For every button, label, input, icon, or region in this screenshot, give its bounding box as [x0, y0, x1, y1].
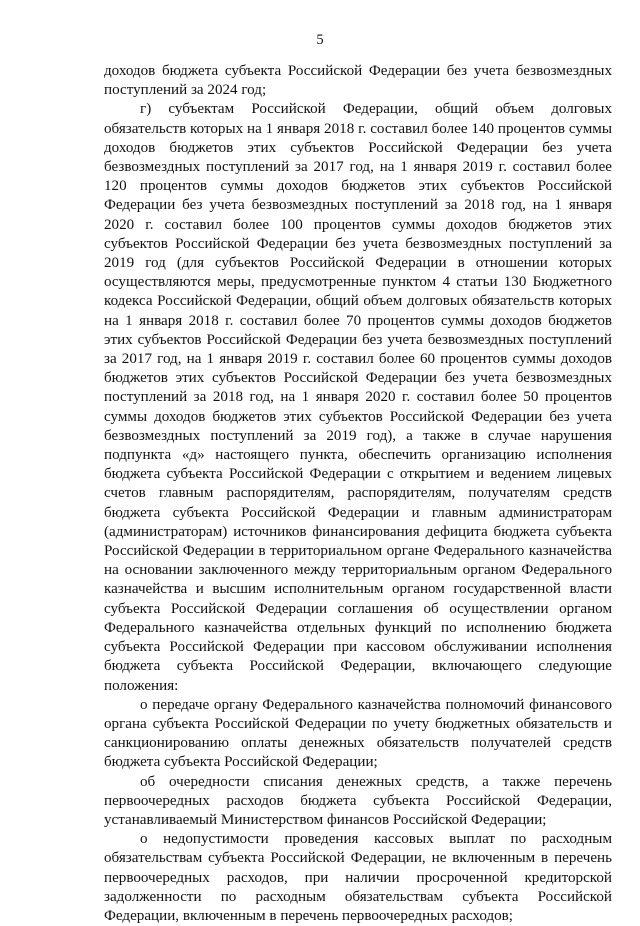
- paragraph-item-g: г) субъектам Российской Федерации, общий объем долговых обязательств которых на 1 января 2018 г. составил более 140 процентов суммы доходов бюджетов этих субъектов Российской Федерации без учета безвозмездных поступлений за 2017 год, на 1 января 2019 г. составил более 120 процентов суммы доходов бюджетов этих субъектов Российской Федерации без учета безвозмездных поступлений за 2018 год, на 1 января 2020 г. составил более 100 процентов суммы доходов бюджетов этих субъектов Российской Федерации без учета безвозмездных поступлений за 2019 год (для субъектов Российской Федерации в отношении которых осуществляются меры, предусмотренные пунктом 4 статьи 130 Бюджетного кодекса Российской Федерации, общий объем долговых обязательств которых на 1 января 2018 г. составил более 70 процентов суммы доходов бюджетов этих субъектов Российской Федерации без учета безвозмездных поступлений за 2017 год, на 1 января 2019 г. составил более 60 процентов суммы доходов бюджетов этих субъектов Российской Федерации без учета безвозмездных поступлений за 2018 год, на 1 января 2020 г. составил более 50 процентов суммы доходов бюджетов этих субъектов Российской Федерации без учета безвозмездных поступлений за 2019 год), а также в случае нарушения подпункта «д» настоящего пункта, обеспечить организацию исполнения бюджета субъекта Российской Федерации с открытием и ведением лицевых счетов главным распорядителям, распорядителям, получателям средств бюджета субъекта Российской Федерации и главным администраторам (администраторам) источников финансирования дефицита бюджета субъекта Российской Федерации в территориальном органе Федерального казначейства на основании заключенного между территориальным органом Федерального казначейства и высшим исполнительным органом государственной власти субъекта Российской Федерации соглашения об осуществлении органом Федерального казначейства отдельных функций по исполнению бюджета субъекта Российской Федерации при кассовом обслуживании исполнения бюджета субъекта Российской Федерации, включающего следующие положения:: [104, 101, 612, 694]
- document-body: [104, 62, 612, 926]
- paragraph-provision-write-off-order: об очередности списания денежных средств, а также перечень первоочередных расходов бюджета субъекта Российской Федерации, устанавливаемый Министерством финансов Российской Федерации;: [104, 773, 612, 828]
- page-number: 5: [316, 32, 324, 48]
- paragraph-provision-transfer-powers: о передаче органу Федерального казначейства полномочий финансового органа субъекта Российской Федерации по учету бюджетных обязательств и санкционированию оплаты денежных обязательств получателей средств бюджета субъекта Российской Федерации;: [104, 696, 612, 771]
- paragraph-continuation: доходов бюджета субъекта Российской Федерации без учета безвозмездных поступлений за 2024 год;: [104, 63, 612, 99]
- paragraph-provision-payment-restriction: о недопустимости проведения кассовых выплат по расходным обязательствам субъекта Российской Федерации, не включенным в перечень первоочередных расходов, при наличии просроченной кредиторской задолженности по расходным обязательствам субъекта Российской Федерации, включенным в перечень первоочередных расходов;: [104, 831, 612, 924]
